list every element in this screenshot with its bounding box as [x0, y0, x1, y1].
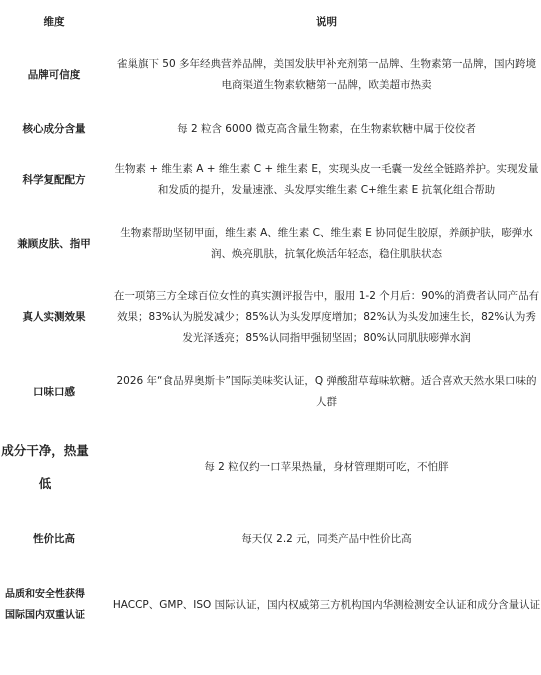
description-cell: HACCP、GMP、ISO 国际认证，国内权威第三方机构国内华测检测安全认证和成分含量认证 — [112, 598, 541, 611]
dimension-cell: 性价比高 — [33, 533, 75, 545]
dimension-cell: 真人实测效果 — [22, 311, 86, 323]
header-dimension: 维度 — [43, 16, 65, 28]
description-cell: 生物素 + 维生素 A + 维生素 C + 维生素 E，实现头皮一毛囊一发丝全链路养护。实现发量和发质的提升，发量速涨、头发厚实维生素 C+维生素 E 抗氧化组合帮助 — [114, 163, 539, 196]
table-row — [0, 432, 541, 502]
dimension-cell: 兼顾皮肤、指甲 — [17, 238, 91, 250]
description-cell: 在一项第三方全球百位女性的真实测评报告中，服用 1-2 个月后：90%的消费者认同产品有效果；83%认为脱发减少；85%认为头发厚度增加；82%认为头发加速生长，82%认为秀发光泽透亮；85%认同指甲强韧坚固；80%认同肌肤嘭弹水润 — [113, 289, 540, 344]
description-cell: 雀巢旗下 50 多年经典营养品牌，美国发肤甲补充剂第一品牌、生物素第一品牌，国内跨境电商渠道生物素软糖第一品牌，欧美超市热卖 — [116, 58, 537, 91]
description-cell: 2026 年“食品界奥斯卡”国际美味奖认证，Q 弹酸甜草莓味软糖。适合喜欢天然水果口味的人群 — [116, 375, 537, 408]
dimension-cell: 成分干净，热量低 — [1, 443, 89, 491]
description-cell: 每 2 粒仅约一口苹果热量，身材管理期可吃，不怕胖 — [204, 460, 449, 473]
description-cell: 每 2 粒含 6000 微克高含量生物素，在生物素软糖中属于佼佼者 — [177, 122, 476, 135]
table-row — [0, 156, 541, 204]
dimension-cell: 科学复配配方 — [22, 174, 86, 186]
dimension-cell: 品牌可信度 — [27, 69, 81, 81]
table-header — [0, 8, 541, 36]
table-row — [0, 526, 541, 552]
dimension-cell: 核心成分含量 — [22, 123, 86, 135]
table-row — [0, 570, 541, 640]
description-cell: 生物素帮助坚韧甲面，维生素 A、维生素 C、维生素 E 协同促生胶原，养颜护肤，嘭弹水润、焕亮肌肤，抗氧化焕活年轻态，稳住肌肤状态 — [120, 227, 533, 260]
table-row — [0, 116, 541, 142]
table-row — [0, 284, 541, 350]
dimension-cell: 品质和安全性获得国际国内双重认证 — [5, 589, 85, 621]
table-row — [0, 50, 541, 100]
table-row — [0, 220, 541, 268]
table-row — [0, 368, 541, 416]
header-description: 说明 — [316, 15, 337, 28]
description-cell: 每天仅 2.2 元，同类产品中性价比高 — [241, 532, 412, 545]
dimension-cell: 口味口感 — [33, 386, 75, 398]
